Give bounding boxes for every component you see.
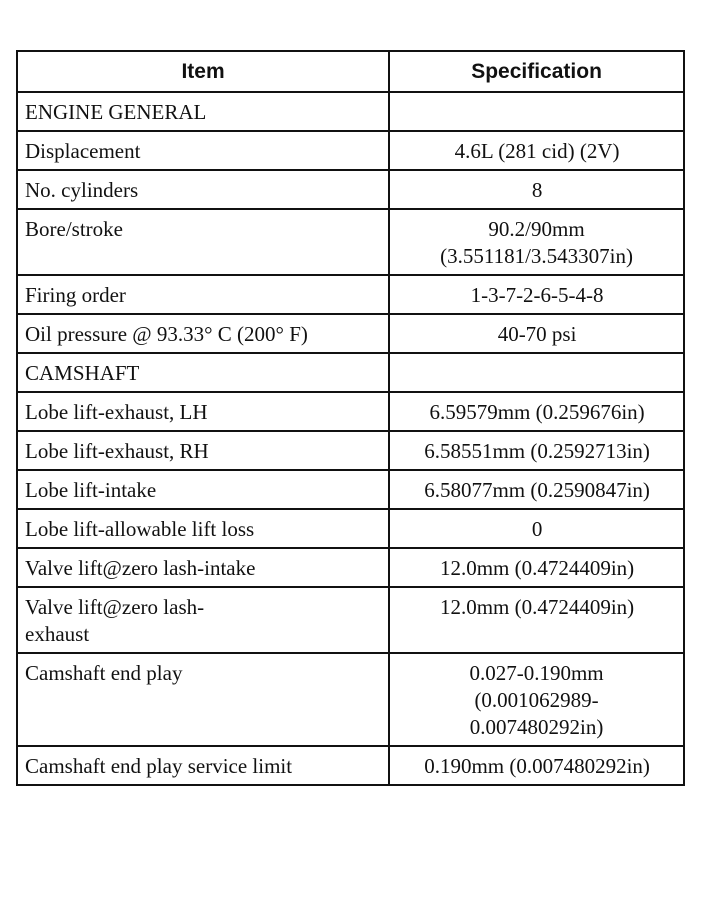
item-cell: Camshaft end play <box>17 653 389 746</box>
spec-cell: 8 <box>389 170 684 209</box>
spec-cell: 12.0mm (0.4724409in) <box>389 548 684 587</box>
table-row <box>17 92 684 131</box>
table-row <box>17 746 684 785</box>
item-cell: No. cylinders <box>17 170 389 209</box>
table-row <box>17 314 684 353</box>
spec-cell: 6.59579mm (0.259676in) <box>389 392 684 431</box>
specification-table <box>16 50 685 786</box>
table-row <box>17 587 684 653</box>
item-cell: Lobe lift-exhaust, LH <box>17 392 389 431</box>
table-row <box>17 131 684 170</box>
table-row <box>17 431 684 470</box>
spec-cell: 0 <box>389 509 684 548</box>
table-row <box>17 170 684 209</box>
item-cell: CAMSHAFT <box>17 353 389 392</box>
table-header-row <box>17 51 684 92</box>
item-cell: Lobe lift-exhaust, RH <box>17 431 389 470</box>
table-row <box>17 275 684 314</box>
item-cell: Camshaft end play service limit <box>17 746 389 785</box>
spec-cell <box>389 92 684 131</box>
spec-cell: 4.6L (281 cid) (2V) <box>389 131 684 170</box>
spec-cell: 12.0mm (0.4724409in) <box>389 587 684 653</box>
spec-cell: 6.58551mm (0.2592713in) <box>389 431 684 470</box>
spec-cell: 0.190mm (0.007480292in) <box>389 746 684 785</box>
item-cell: Firing order <box>17 275 389 314</box>
table-row <box>17 509 684 548</box>
spec-cell: 90.2/90mm (3.551181/3.543307in) <box>389 209 684 275</box>
table-row <box>17 392 684 431</box>
table-row <box>17 209 684 275</box>
header-specification: Specification <box>389 51 684 92</box>
item-cell: Bore/stroke <box>17 209 389 275</box>
item-cell: Valve lift@zero lash-intake <box>17 548 389 587</box>
item-cell: Lobe lift-allowable lift loss <box>17 509 389 548</box>
table-row <box>17 470 684 509</box>
spec-cell: 6.58077mm (0.2590847in) <box>389 470 684 509</box>
item-cell: Oil pressure @ 93.33° C (200° F) <box>17 314 389 353</box>
item-cell: Displacement <box>17 131 389 170</box>
item-cell: Valve lift@zero lash-exhaust <box>17 587 389 653</box>
table-row <box>17 548 684 587</box>
table-row <box>17 653 684 746</box>
item-cell: Lobe lift-intake <box>17 470 389 509</box>
spec-cell: 0.027-0.190mm (0.001062989-0.007480292in) <box>389 653 684 746</box>
header-item: Item <box>17 51 389 92</box>
table-row <box>17 353 684 392</box>
item-cell: ENGINE GENERAL <box>17 92 389 131</box>
spec-cell: 40-70 psi <box>389 314 684 353</box>
spec-cell <box>389 353 684 392</box>
spec-cell: 1-3-7-2-6-5-4-8 <box>389 275 684 314</box>
